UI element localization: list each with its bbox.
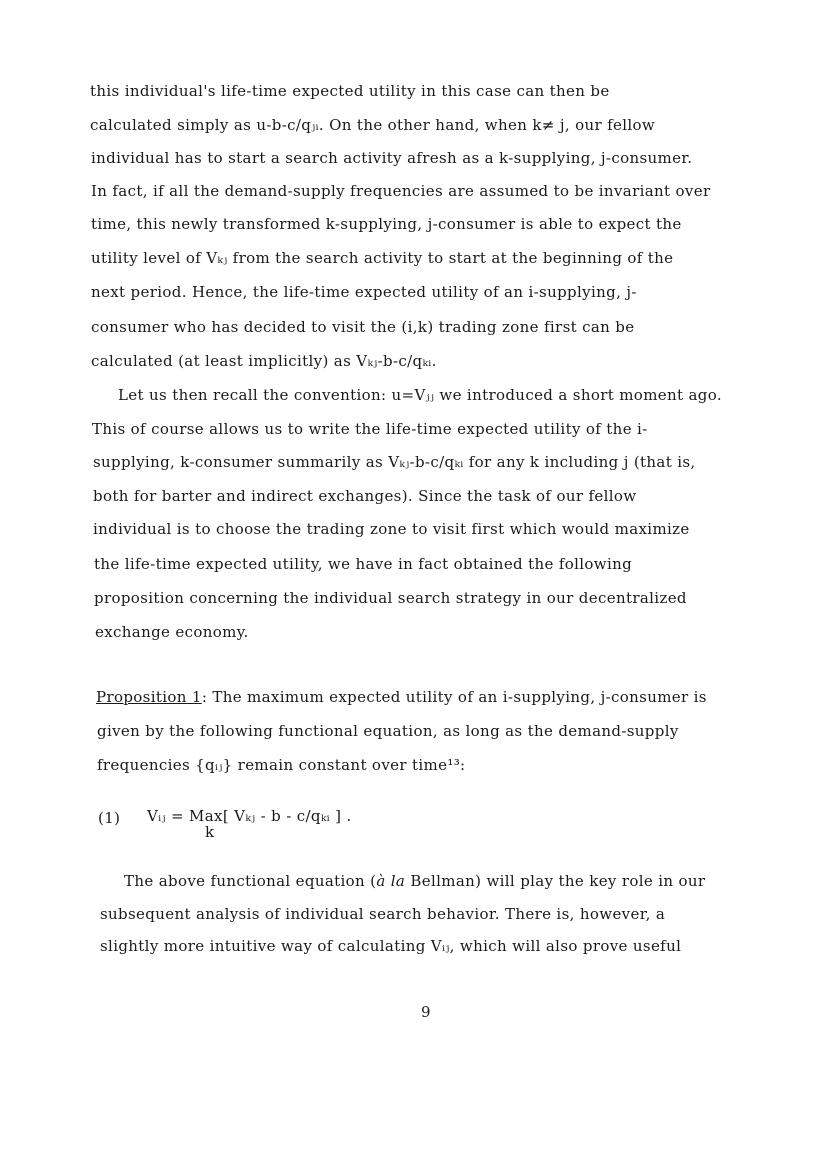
equation-body: Vᵢⱼ = Max[ Vₖⱼ - b - c/qₖᵢ ] . — [147, 807, 352, 825]
proposition-label: Proposition 1 — [96, 688, 202, 706]
text-line: time, this newly transformed k-supplying, j-consumer is able to expect the — [91, 215, 682, 233]
text-line: This of course allows us to write the life-time expected utility of the i- — [92, 420, 648, 438]
page-number: 9 — [421, 1003, 431, 1021]
text-line: both for barter and indirect exchanges). Since the task of our fellow — [93, 487, 637, 505]
text-line: Let us then recall the convention: u=Vⱼⱼ we introduced a short moment ago. — [118, 386, 722, 404]
proposition-line: frequencies {qᵢⱼ} remain constant over time¹³: — [97, 756, 466, 774]
text-line: the life-time expected utility, we have in fact obtained the following — [94, 555, 633, 573]
text-line: this individual's life-time expected utility in this case can then be — [90, 82, 610, 100]
proposition-line — [96, 688, 707, 706]
text-line: individual has to start a search activity afresh as a k-supplying, j-consumer. — [91, 149, 693, 167]
equation-subscript: k — [205, 823, 215, 841]
text-line: calculated (at least implicitly) as Vₖⱼ-b-c/qₖᵢ. — [91, 352, 437, 370]
proposition-text: : The maximum expected utility of an i-supplying, j-consumer is — [201, 688, 707, 706]
text-line: In fact, if all the demand-supply frequencies are assumed to be invariant over — [91, 182, 711, 200]
text-line: consumer who has decided to visit the (i,k) trading zone first can be — [91, 318, 635, 336]
equation-number: (1) — [98, 809, 121, 827]
text-segment: The above functional equation ( — [124, 872, 377, 890]
text-line: subsequent analysis of individual search behavior. There is, however, a — [100, 905, 666, 923]
text-line: slightly more intuitive way of calculating Vᵢⱼ, which will also prove useful — [100, 937, 682, 955]
text-line: calculated simply as u-b-c/qⱼᵢ. On the other hand, when k≠ j, our fellow — [90, 116, 656, 134]
text-line: exchange economy. — [95, 623, 249, 641]
proposition-line: given by the following functional equation, as long as the demand-supply — [97, 722, 679, 740]
text-line: proposition concerning the individual search strategy in our decentralized — [94, 589, 687, 607]
text-line: individual is to choose the trading zone to visit first which would maximize — [93, 520, 690, 538]
italic-text: à la — [376, 872, 406, 890]
text-line: utility level of Vₖⱼ from the search activity to start at the beginning of the — [91, 249, 674, 267]
text-line — [124, 872, 705, 890]
text-line: supplying, k-consumer summarily as Vₖⱼ-b-c/qₖᵢ for any k including j (that is, — [93, 453, 696, 471]
text-line: next period. Hence, the life-time expected utility of an i-supplying, j- — [91, 283, 637, 301]
text-segment: Bellman) will play the key role in our — [405, 872, 706, 890]
